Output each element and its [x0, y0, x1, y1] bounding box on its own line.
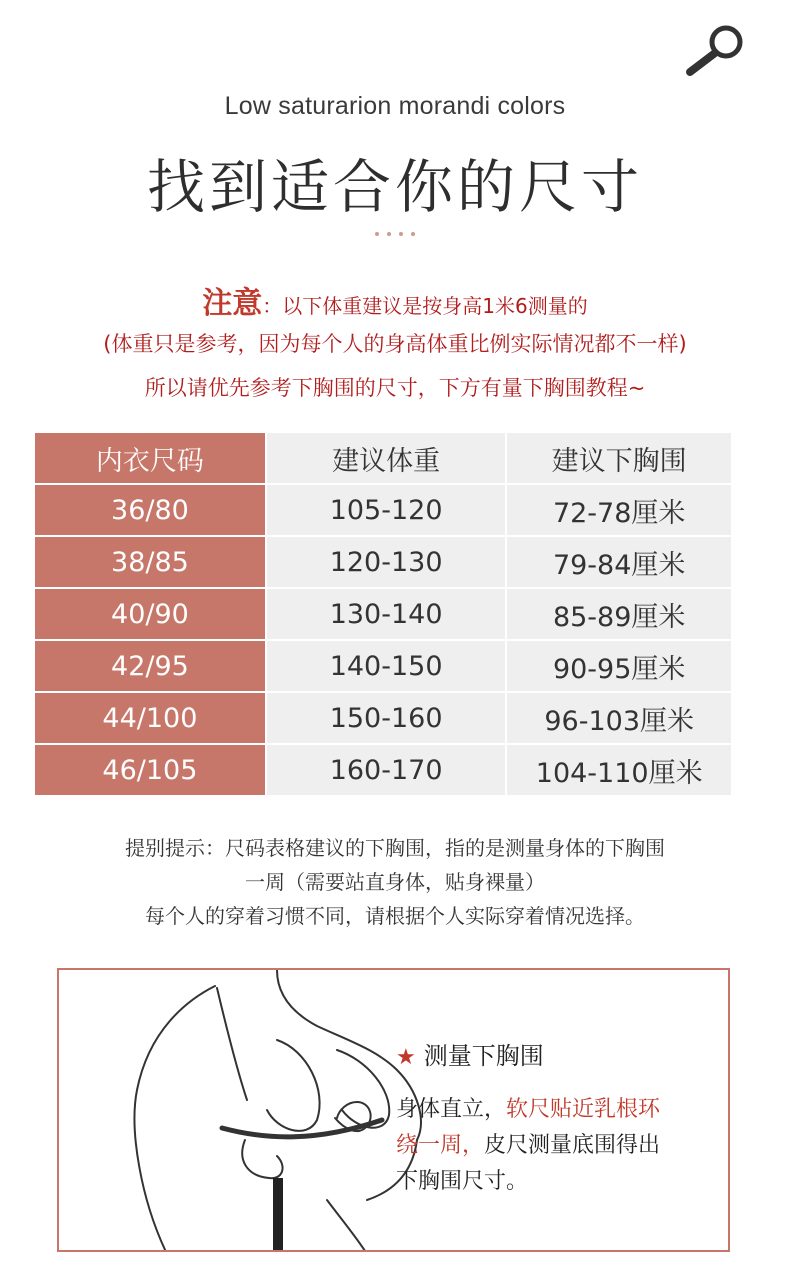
notice-text: ：以下体重建议是按身高1米6测量的 [262, 294, 588, 318]
table-row [34, 484, 732, 536]
table-row [34, 640, 732, 692]
star-icon: ★ [396, 1045, 416, 1070]
divider-dots [0, 232, 790, 236]
notice-line3: 所以请优先参考下胸围的尺寸，下方有量下胸围教程~ [144, 376, 646, 400]
cell-size: 36/80 [34, 484, 266, 536]
measure-line1-b: 软尺贴近乳根环 [506, 1097, 661, 1122]
search-icon[interactable] [682, 22, 748, 78]
cell-weight: 150-160 [266, 692, 507, 744]
cell-underbust: 96-103厘米 [506, 692, 732, 744]
cell-underbust: 104-110厘米 [506, 744, 732, 796]
measure-line1 [396, 1092, 660, 1128]
cell-underbust: 79-84厘米 [506, 536, 732, 588]
cell-size: 40/90 [34, 588, 266, 640]
subtitle: Low saturarion morandi colors [224, 92, 566, 120]
cell-weight: 120-130 [266, 536, 507, 588]
table-row [34, 744, 732, 796]
header-underbust: 建议下胸围 [506, 432, 732, 484]
cell-size: 46/105 [34, 744, 266, 796]
cell-size: 42/95 [34, 640, 266, 692]
size-table [33, 431, 733, 797]
measure-line2-a: 绕一周， [396, 1133, 485, 1158]
tip-line2: 一周（需要站直身体，贴身裸量） [245, 870, 545, 894]
table-row [34, 536, 732, 588]
table-row [34, 588, 732, 640]
measure-line2-b: 皮尺测量底围得出 [484, 1133, 661, 1158]
notice-line1 [0, 278, 790, 322]
cell-weight: 140-150 [266, 640, 507, 692]
cell-underbust: 90-95厘米 [506, 640, 732, 692]
cell-weight: 105-120 [266, 484, 507, 536]
cell-weight: 130-140 [266, 588, 507, 640]
tip-line1: 提别提示：尺码表格建议的下胸围，指的是测量身体的下胸围 [125, 836, 665, 860]
table-row [34, 692, 732, 744]
header-weight: 建议体重 [266, 432, 507, 484]
measure-line1-a: 身体直立， [396, 1097, 507, 1122]
notice-line2: (体重只是参考，因为每个人的身高体重比例实际情况都不一样) [103, 332, 687, 356]
notice-head: 注意 [202, 286, 263, 321]
measure-title-text: 测量下胸围 [423, 1042, 544, 1070]
tip-line3: 每个人的穿着习惯不同，请根据个人实际穿着情况选择。 [145, 904, 645, 928]
cell-weight: 160-170 [266, 744, 507, 796]
page-title: 找到适合你的尺寸 [146, 153, 643, 221]
cell-underbust: 85-89厘米 [506, 588, 732, 640]
measure-line3: 下胸围尺寸。 [396, 1169, 529, 1194]
cell-underbust: 72-78厘米 [506, 484, 732, 536]
header-size: 内衣尺码 [34, 432, 266, 484]
cell-size: 44/100 [34, 692, 266, 744]
cell-size: 38/85 [34, 536, 266, 588]
measure-title [396, 1036, 544, 1071]
table-header-row [34, 432, 732, 484]
measure-line2 [396, 1128, 660, 1164]
measure-instruction-box [57, 968, 730, 1252]
